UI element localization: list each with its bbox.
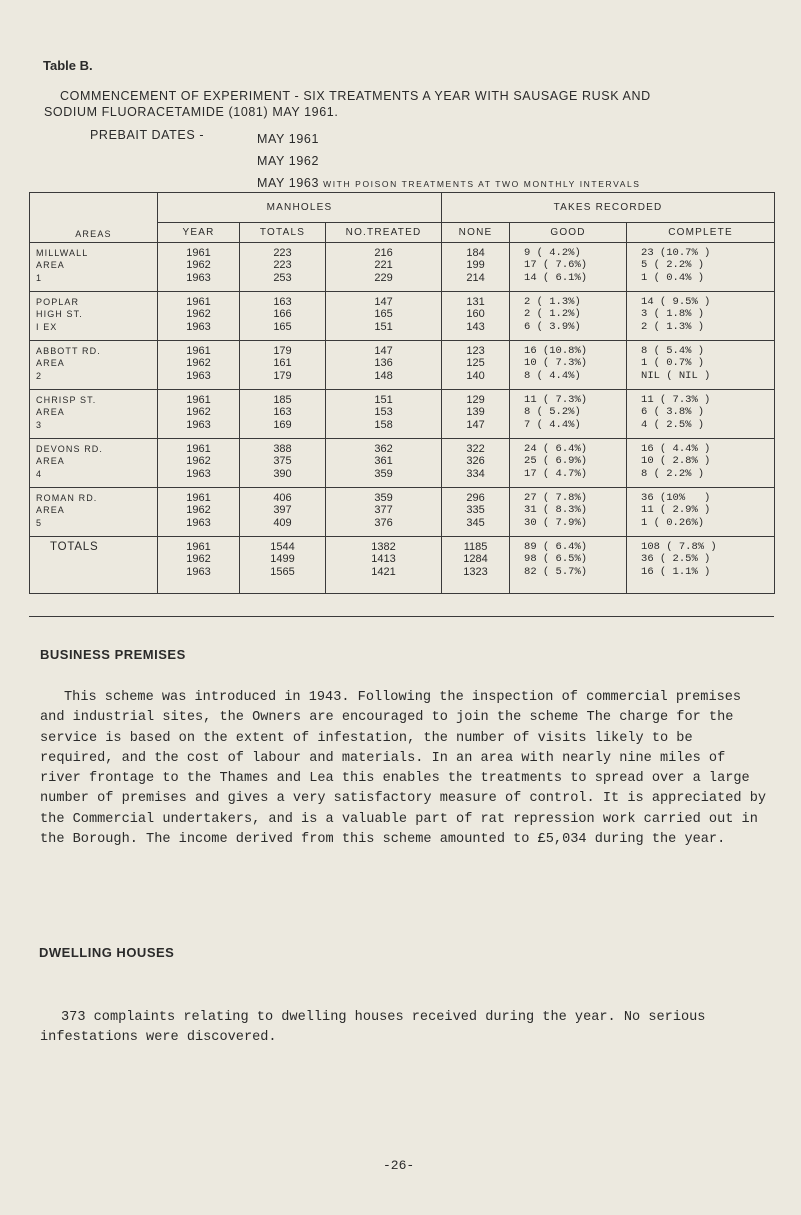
col-year: YEAR bbox=[158, 223, 240, 243]
good-value: 27 ( 7.8%) bbox=[524, 492, 588, 504]
treated-values bbox=[326, 243, 441, 284]
group-manholes: MANHOLES bbox=[158, 193, 442, 223]
good-values bbox=[510, 488, 626, 529]
area-cell bbox=[30, 341, 158, 390]
area-line: CHRISP ST. bbox=[36, 395, 97, 405]
table-bottom-rule bbox=[29, 616, 774, 617]
cell-none bbox=[442, 341, 510, 390]
totals-values bbox=[240, 488, 325, 529]
year-value: 1962 bbox=[186, 357, 211, 370]
cell-complete bbox=[627, 488, 775, 537]
complete-value: 8 ( 5.4% ) bbox=[641, 345, 705, 357]
good-values bbox=[510, 243, 626, 284]
totals-values bbox=[240, 537, 325, 578]
area-line: ABBOTT RD. bbox=[36, 346, 101, 356]
year-value: 1962 bbox=[186, 553, 211, 566]
area-line: HIGH ST. bbox=[36, 309, 83, 320]
dwelling-houses-heading: DWELLING HOUSES bbox=[39, 945, 175, 960]
area-line: AREA bbox=[36, 407, 65, 418]
area-line: AREA bbox=[36, 260, 65, 271]
complete-value: 2 ( 1.3% ) bbox=[641, 320, 705, 333]
totals-value: 409 bbox=[273, 516, 292, 529]
cell-treated bbox=[326, 439, 442, 488]
area-line: ROMAN RD. bbox=[36, 493, 98, 503]
none-value: 129 bbox=[466, 394, 485, 406]
area-line: 5 bbox=[36, 517, 43, 528]
cell-treated bbox=[326, 488, 442, 537]
treated-value: 1421 bbox=[371, 565, 396, 578]
good-value: 25 ( 6.9%) bbox=[524, 455, 588, 468]
year-value: 1961 bbox=[186, 492, 211, 504]
good-value: 89 ( 6.4%) bbox=[524, 541, 588, 553]
totals-value: 388 bbox=[273, 443, 292, 455]
year-value: 1963 bbox=[186, 418, 211, 431]
good-values bbox=[510, 390, 626, 431]
business-premises-heading: BUSINESS PREMISES bbox=[40, 647, 186, 662]
totals-value: 163 bbox=[273, 406, 292, 419]
treated-value: 359 bbox=[374, 492, 393, 504]
complete-values bbox=[627, 243, 774, 284]
table-row bbox=[30, 439, 775, 488]
cell-none bbox=[442, 537, 510, 594]
cell-complete bbox=[627, 537, 775, 594]
cell-good bbox=[510, 537, 627, 594]
year-values bbox=[158, 243, 239, 284]
complete-value: 23 (10.7% ) bbox=[641, 247, 711, 259]
complete-value: 14 ( 9.5% ) bbox=[641, 296, 711, 308]
cell-complete bbox=[627, 439, 775, 488]
complete-value: 8 ( 2.2% ) bbox=[641, 467, 705, 480]
year-values bbox=[158, 341, 239, 382]
cell-none bbox=[442, 243, 510, 292]
col-complete: COMPLETE bbox=[627, 223, 775, 243]
none-values bbox=[442, 341, 509, 382]
cell-complete bbox=[627, 341, 775, 390]
totals-values bbox=[240, 390, 325, 431]
good-values bbox=[510, 439, 626, 480]
good-value: 7 ( 4.4%) bbox=[524, 418, 581, 431]
dwelling-houses-paragraph: 373 complaints relating to dwelling houses received during the year. No serious infestations were discovered. bbox=[40, 1010, 706, 1046]
totals-value: 223 bbox=[273, 259, 292, 272]
none-value: 160 bbox=[466, 308, 485, 321]
experiment-heading-line-2: SODIUM FLUORACETAMIDE (1081) MAY 1961. bbox=[44, 105, 339, 119]
complete-value: 6 ( 3.8% ) bbox=[641, 406, 705, 419]
table-row bbox=[30, 341, 775, 390]
area-line: 1 bbox=[36, 272, 43, 283]
treated-value: 147 bbox=[374, 296, 393, 308]
totals-value: 375 bbox=[273, 455, 292, 468]
year-value: 1961 bbox=[186, 247, 211, 259]
year-values bbox=[158, 537, 239, 578]
complete-value: 16 ( 4.4% ) bbox=[641, 443, 711, 455]
cell-complete bbox=[627, 243, 775, 292]
treated-value: 153 bbox=[374, 406, 393, 419]
good-values bbox=[510, 292, 626, 333]
col-none: NONE bbox=[442, 223, 510, 243]
area-line: AREA bbox=[36, 456, 65, 467]
cell-totals bbox=[240, 390, 326, 439]
complete-value: 3 ( 1.8% ) bbox=[641, 308, 705, 321]
area-cell bbox=[30, 292, 158, 341]
cell-totals bbox=[240, 243, 326, 292]
none-value: 139 bbox=[466, 406, 485, 419]
year-value: 1961 bbox=[186, 541, 211, 553]
treated-value: 165 bbox=[374, 308, 393, 321]
area-label bbox=[30, 390, 157, 431]
totals-value: 169 bbox=[273, 418, 292, 431]
page-number: -26- bbox=[383, 1158, 415, 1173]
group-takes-recorded: TAKES RECORDED bbox=[442, 193, 775, 223]
year-values bbox=[158, 488, 239, 529]
col-no-treated: NO.TREATED bbox=[326, 223, 442, 243]
experiment-heading-line-1: COMMENCEMENT OF EXPERIMENT - SIX TREATMENTS A YEAR WITH SAUSAGE RUSK AND bbox=[60, 89, 651, 103]
year-value: 1963 bbox=[186, 369, 211, 382]
table-title: Table B. bbox=[43, 58, 93, 73]
totals-value: 185 bbox=[273, 394, 292, 406]
table-row bbox=[30, 488, 775, 537]
totals-value: 163 bbox=[273, 296, 292, 308]
cell-totals bbox=[240, 488, 326, 537]
treated-values bbox=[326, 488, 441, 529]
none-value: 147 bbox=[466, 418, 485, 431]
cell-year bbox=[158, 341, 240, 390]
none-values bbox=[442, 439, 509, 480]
year-value: 1963 bbox=[186, 516, 211, 529]
year-value: 1963 bbox=[186, 320, 211, 333]
totals-values bbox=[240, 341, 325, 382]
cell-complete bbox=[627, 292, 775, 341]
area-cell bbox=[30, 390, 158, 439]
totals-label-text: TOTALS bbox=[50, 541, 99, 553]
complete-values bbox=[627, 341, 774, 382]
treated-values bbox=[326, 390, 441, 431]
good-value: 31 ( 8.3%) bbox=[524, 504, 588, 517]
area-line: DEVONS RD. bbox=[36, 444, 104, 454]
cell-year bbox=[158, 292, 240, 341]
treated-value: 361 bbox=[374, 455, 393, 468]
cell-good bbox=[510, 439, 627, 488]
good-value: 9 ( 4.2%) bbox=[524, 247, 581, 259]
complete-value: 36 ( 2.5% ) bbox=[641, 553, 711, 566]
table-row bbox=[30, 243, 775, 292]
treated-value: 151 bbox=[374, 394, 393, 406]
cell-none bbox=[442, 292, 510, 341]
year-value: 1961 bbox=[186, 296, 211, 308]
totals-value: 406 bbox=[273, 492, 292, 504]
totals-value: 161 bbox=[273, 357, 292, 370]
complete-value: 16 ( 1.1% ) bbox=[641, 565, 711, 578]
complete-value: 1 ( 0.4% ) bbox=[641, 271, 705, 284]
good-value: 17 ( 4.7%) bbox=[524, 467, 588, 480]
col-areas: AREAS bbox=[30, 193, 158, 243]
none-value: 131 bbox=[466, 296, 485, 308]
totals-label-cell bbox=[30, 537, 158, 594]
complete-value: 4 ( 2.5% ) bbox=[641, 418, 705, 431]
none-values bbox=[442, 488, 509, 529]
year-value: 1963 bbox=[186, 467, 211, 480]
year-values bbox=[158, 292, 239, 333]
totals-value: 179 bbox=[273, 369, 292, 382]
year-value: 1962 bbox=[186, 455, 211, 468]
complete-value: 108 ( 7.8% ) bbox=[641, 541, 717, 553]
treated-value: 148 bbox=[374, 369, 393, 382]
totals-row bbox=[30, 537, 775, 594]
area-line: POPLAR bbox=[36, 297, 80, 307]
cell-complete bbox=[627, 390, 775, 439]
year-value: 1963 bbox=[186, 565, 211, 578]
area-label bbox=[30, 243, 157, 284]
treated-value: 136 bbox=[374, 357, 393, 370]
none-value: 140 bbox=[466, 369, 485, 382]
good-values bbox=[510, 341, 626, 382]
area-line: 3 bbox=[36, 419, 43, 430]
complete-values bbox=[627, 292, 774, 333]
area-cell bbox=[30, 488, 158, 537]
totals-value: 166 bbox=[273, 308, 292, 321]
rat-treatment-table bbox=[29, 192, 775, 594]
none-value: 1284 bbox=[463, 553, 488, 566]
treated-value: 158 bbox=[374, 418, 393, 431]
area-cell bbox=[30, 243, 158, 292]
good-value: 14 ( 6.1%) bbox=[524, 271, 588, 284]
complete-values bbox=[627, 439, 774, 480]
col-good: GOOD bbox=[510, 223, 627, 243]
treated-value: 229 bbox=[374, 271, 393, 284]
totals-value: 397 bbox=[273, 504, 292, 517]
totals-value: 253 bbox=[273, 271, 292, 284]
none-values bbox=[442, 292, 509, 333]
complete-value: 36 (10% ) bbox=[641, 492, 711, 504]
treated-value: 216 bbox=[374, 247, 393, 259]
treated-values bbox=[326, 292, 441, 333]
area-line: MILLWALL bbox=[36, 248, 89, 258]
none-value: 1323 bbox=[463, 565, 488, 578]
none-value: 322 bbox=[466, 443, 485, 455]
prebait-label: PREBAIT DATES - bbox=[90, 128, 205, 142]
treated-value: 359 bbox=[374, 467, 393, 480]
good-value: 6 ( 3.9%) bbox=[524, 320, 581, 333]
cell-good bbox=[510, 292, 627, 341]
totals-label bbox=[30, 537, 157, 553]
cell-good bbox=[510, 243, 627, 292]
treated-value: 362 bbox=[374, 443, 393, 455]
complete-value: 10 ( 2.8% ) bbox=[641, 455, 711, 468]
cell-totals bbox=[240, 341, 326, 390]
poison-treatment-note: WITH POISON TREATMENTS AT TWO MONTHLY INTERVALS bbox=[323, 179, 641, 189]
complete-value: 5 ( 2.2% ) bbox=[641, 259, 705, 272]
treated-value: 377 bbox=[374, 504, 393, 517]
none-value: 125 bbox=[466, 357, 485, 370]
year-value: 1962 bbox=[186, 259, 211, 272]
none-value: 123 bbox=[466, 345, 485, 357]
treated-values bbox=[326, 439, 441, 480]
area-line: AREA bbox=[36, 358, 65, 369]
complete-value: 1 ( 0.7% ) bbox=[641, 357, 705, 370]
treated-value: 1413 bbox=[371, 553, 396, 566]
year-values bbox=[158, 439, 239, 480]
cell-year bbox=[158, 488, 240, 537]
none-values bbox=[442, 537, 509, 578]
cell-good bbox=[510, 341, 627, 390]
good-values bbox=[510, 537, 626, 578]
none-value: 143 bbox=[466, 320, 485, 333]
complete-values bbox=[627, 537, 774, 578]
totals-value: 1544 bbox=[270, 541, 295, 553]
treated-value: 151 bbox=[374, 320, 393, 333]
good-value: 2 ( 1.3%) bbox=[524, 296, 581, 308]
cell-treated bbox=[326, 537, 442, 594]
totals-value: 1499 bbox=[270, 553, 295, 566]
good-value: 10 ( 7.3%) bbox=[524, 357, 588, 370]
table-row bbox=[30, 390, 775, 439]
year-value: 1961 bbox=[186, 345, 211, 357]
complete-values bbox=[627, 488, 774, 529]
totals-values bbox=[240, 292, 325, 333]
none-value: 184 bbox=[466, 247, 485, 259]
good-value: 16 (10.8%) bbox=[524, 345, 588, 357]
treated-values bbox=[326, 341, 441, 382]
year-value: 1962 bbox=[186, 504, 211, 517]
totals-value: 1565 bbox=[270, 565, 295, 578]
cell-none bbox=[442, 439, 510, 488]
cell-year bbox=[158, 439, 240, 488]
area-line: AREA bbox=[36, 505, 65, 516]
totals-value: 223 bbox=[273, 247, 292, 259]
area-label bbox=[30, 488, 157, 529]
cell-treated bbox=[326, 292, 442, 341]
none-value: 199 bbox=[466, 259, 485, 272]
cell-treated bbox=[326, 243, 442, 292]
treated-value: 1382 bbox=[371, 541, 396, 553]
cell-totals bbox=[240, 439, 326, 488]
good-value: 17 ( 7.6%) bbox=[524, 259, 588, 272]
area-cell bbox=[30, 439, 158, 488]
none-value: 345 bbox=[466, 516, 485, 529]
area-line: 2 bbox=[36, 370, 43, 381]
prebait-date-1961: MAY 1961 bbox=[257, 132, 320, 146]
cell-totals bbox=[240, 292, 326, 341]
none-values bbox=[442, 390, 509, 431]
totals-value: 390 bbox=[273, 467, 292, 480]
col-totals: TOTALS bbox=[240, 223, 326, 243]
cell-year bbox=[158, 243, 240, 292]
none-value: 334 bbox=[466, 467, 485, 480]
none-value: 296 bbox=[466, 492, 485, 504]
good-value: 2 ( 1.2%) bbox=[524, 308, 581, 321]
treated-value: 221 bbox=[374, 259, 393, 272]
none-value: 335 bbox=[466, 504, 485, 517]
totals-values bbox=[240, 243, 325, 284]
good-value: 30 ( 7.9%) bbox=[524, 516, 588, 529]
year-value: 1961 bbox=[186, 443, 211, 455]
table-row bbox=[30, 292, 775, 341]
none-values bbox=[442, 243, 509, 284]
totals-value: 165 bbox=[273, 320, 292, 333]
complete-value: 11 ( 2.9% ) bbox=[641, 504, 711, 517]
cell-good bbox=[510, 390, 627, 439]
good-value: 11 ( 7.3%) bbox=[524, 394, 588, 406]
year-value: 1963 bbox=[186, 271, 211, 284]
business-premises-paragraph: This scheme was introduced in 1943. Following the inspection of commercial premises and industrial sites, the Owners are encouraged to join the scheme The charge for the service is based on the extent of infestation, the number of visits likely to be required, and the cost of labour and materials. In an area with nearly nine miles of river frontage to the Thames and Lea this enables the treatments to spread over a large number of premises and gives a very satisfactory measure of control. It is appreciated by the Commercial undertakers, and is a valuable part of rat repression work carried out in the Borough. The income derived from this scheme amounted to £5,034 during the year. bbox=[40, 690, 767, 848]
year-value: 1962 bbox=[186, 406, 211, 419]
cell-year bbox=[158, 537, 240, 594]
area-label bbox=[30, 439, 157, 480]
cell-totals bbox=[240, 537, 326, 594]
year-value: 1961 bbox=[186, 394, 211, 406]
totals-values bbox=[240, 439, 325, 480]
none-value: 326 bbox=[466, 455, 485, 468]
complete-value: NIL ( NIL ) bbox=[641, 369, 711, 382]
area-label bbox=[30, 341, 157, 382]
cell-none bbox=[442, 488, 510, 537]
none-value: 1185 bbox=[463, 541, 488, 553]
good-value: 8 ( 4.4%) bbox=[524, 369, 581, 382]
totals-value: 179 bbox=[273, 345, 292, 357]
area-line: I EX bbox=[36, 321, 58, 332]
year-values bbox=[158, 390, 239, 431]
cell-good bbox=[510, 488, 627, 537]
treated-values bbox=[326, 537, 441, 578]
complete-value: 1 ( 0.26%) bbox=[641, 516, 705, 529]
cell-treated bbox=[326, 390, 442, 439]
cell-none bbox=[442, 390, 510, 439]
area-label bbox=[30, 292, 157, 333]
area-line: 4 bbox=[36, 468, 43, 479]
cell-year bbox=[158, 390, 240, 439]
treated-value: 376 bbox=[374, 516, 393, 529]
complete-value: 11 ( 7.3% ) bbox=[641, 394, 711, 406]
prebait-date-1963: MAY 1963 bbox=[257, 176, 320, 190]
treated-value: 147 bbox=[374, 345, 393, 357]
prebait-date-1962: MAY 1962 bbox=[257, 154, 320, 168]
good-value: 82 ( 5.7%) bbox=[524, 565, 588, 578]
cell-treated bbox=[326, 341, 442, 390]
good-value: 98 ( 6.5%) bbox=[524, 553, 588, 566]
good-value: 8 ( 5.2%) bbox=[524, 406, 581, 419]
good-value: 24 ( 6.4%) bbox=[524, 443, 588, 455]
year-value: 1962 bbox=[186, 308, 211, 321]
complete-values bbox=[627, 390, 774, 431]
prebait-dates bbox=[257, 128, 641, 195]
none-value: 214 bbox=[466, 271, 485, 284]
